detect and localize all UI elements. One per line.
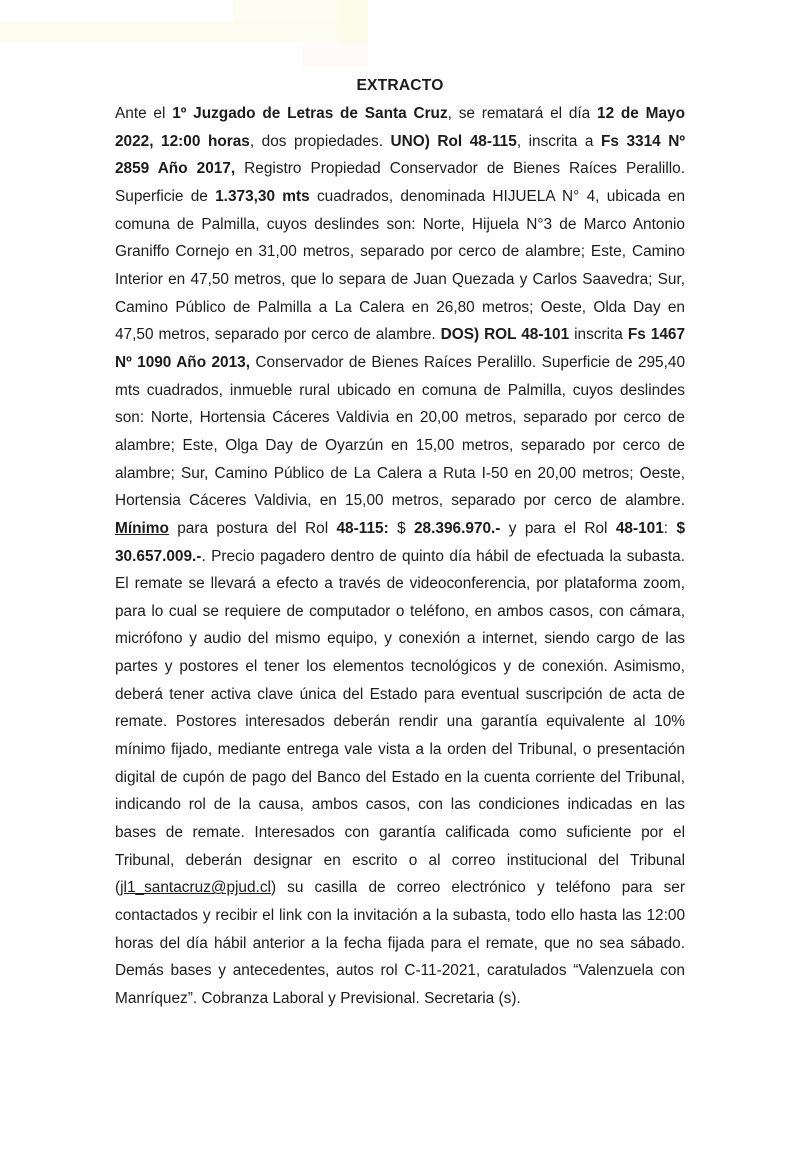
text-run: para postura del Rol xyxy=(168,519,337,537)
text-run: Ante el xyxy=(115,105,173,122)
text-run: Mínimo xyxy=(115,519,169,537)
text-run: 48-101 xyxy=(615,519,664,537)
extracto-body xyxy=(115,100,685,1013)
text-run: : xyxy=(663,519,677,537)
text-run: 28.396.970.- xyxy=(414,519,501,537)
text-run: , se rematará el día xyxy=(447,105,598,122)
text-run: $ xyxy=(388,519,414,537)
scan-mark-pink-box xyxy=(302,44,368,67)
text-run: Fs 3314 Nº 2859 Año 2017, xyxy=(115,132,685,178)
text-run: UNO) Rol 48-115 xyxy=(390,132,517,150)
text-run: 48-115: xyxy=(336,519,389,537)
email-link[interactable]: jl1_santacruz@pjud.cl xyxy=(120,879,271,897)
text-run: 1.373,30 mts xyxy=(215,187,310,205)
text-run: $ 30.657.009.- xyxy=(115,519,686,565)
text-run: . Precio pagadero dentro de quinto día hábil de efectuada la subasta. El remate se llevará a efecto a través de videoconferencia, por plataforma zoom, para lo cual se requiere de computador o teléfono, en ambos casos, con cámara, micrófono y audio del mismo equipo, y conexión a internet, siendo cargo de las partes y postores el tener los elementos tecnológicos y de conexión. Asimismo, deberá tener activa clave única del Estado para eventual suscripción de acta de remate. Postores interesados deberán rendir una garantía equivalente al 10% mínimo fijado, mediante entrega vale vista a la orden del Tribunal, o presentación digital de cupón de pago del Banco del Estado en la cuenta corriente del Tribunal, indicando rol de la causa, ambos casos, con las condiciones indicadas en las bases de remate. Interesados con garantía calificada como suficiente por el Tribunal, deberán designar en escrito o al correo institucional del Tribunal ( xyxy=(115,547,685,897)
text-run: cuadrados, denominada HIJUELA N° 4, ubicada en comuna de Palmilla, cuyos deslindes son: Norte, Hijuela N°3 de Marco Antonio Graniffo Cornejo en 31,00 metros, separado por cerco de alambre; Este, Camino Interior en 47,50 metros, que lo separa de Juan Quezada y Carlos Saavedra; Sur, Camino Público de Palmilla a La Calera en 26,80 metros; Oeste, Olda Day en 47,50 metros, separado por cerco de alambre. xyxy=(115,187,686,344)
text-run: 1º Juzgado de Letras de Santa Cruz xyxy=(172,105,448,122)
text-run: Registro Propiedad Conservador de Bienes Raíces Peralillo. Superficie de xyxy=(115,160,686,205)
text-run: Conservador de Bienes Raíces Peralillo. Superficie de 295,40 mts cuadrados, inmueble rural ubicado en comuna de Palmilla, cuyos deslindes son: Norte, Hortensia Cáceres Valdivia en 20,00 metros, separado por cerco de alambre; Este, Olga Day de Oyarzún en 15,00 metros, separado por cerco de alambre; Sur, Camino Público de La Calera a Ruta I-50 en 20,00 metros; Oeste, Hortensia Cáceres Valdivia, en 15,00 metros, separado por cerco de alambre. xyxy=(115,353,686,510)
text-run: , inscrita a xyxy=(516,132,601,150)
text-run: Fs 1467 Nº 1090 Año 2013, xyxy=(115,326,686,371)
text-run: y para el Rol xyxy=(500,519,616,537)
scan-mark-yellow-patch xyxy=(338,0,368,50)
document-title: EXTRACTO xyxy=(356,77,444,94)
extracto-document xyxy=(115,72,685,1013)
text-run: inscrita xyxy=(569,326,628,344)
text-run: 12 de Mayo 2022, 12:00 horas xyxy=(115,105,685,150)
text-run: ) su casilla de correo electrónico y teléfono para ser contactados y recibir el link con la invitación a la subasta, todo ello hasta las 12:00 horas del día hábil anterior a la fecha fijada para el remate, que no sea sábado. Demás bases y antecedentes, autos rol C-11-2021, caratulados “Valenzuela con Manríquez”. Cobranza Laboral y Previsional. Secretaria (s). xyxy=(115,879,685,1007)
text-run: , dos propiedades. xyxy=(249,132,391,150)
scan-mark-cream-band xyxy=(0,21,366,43)
text-run: DOS) ROL 48-101 xyxy=(440,326,570,344)
